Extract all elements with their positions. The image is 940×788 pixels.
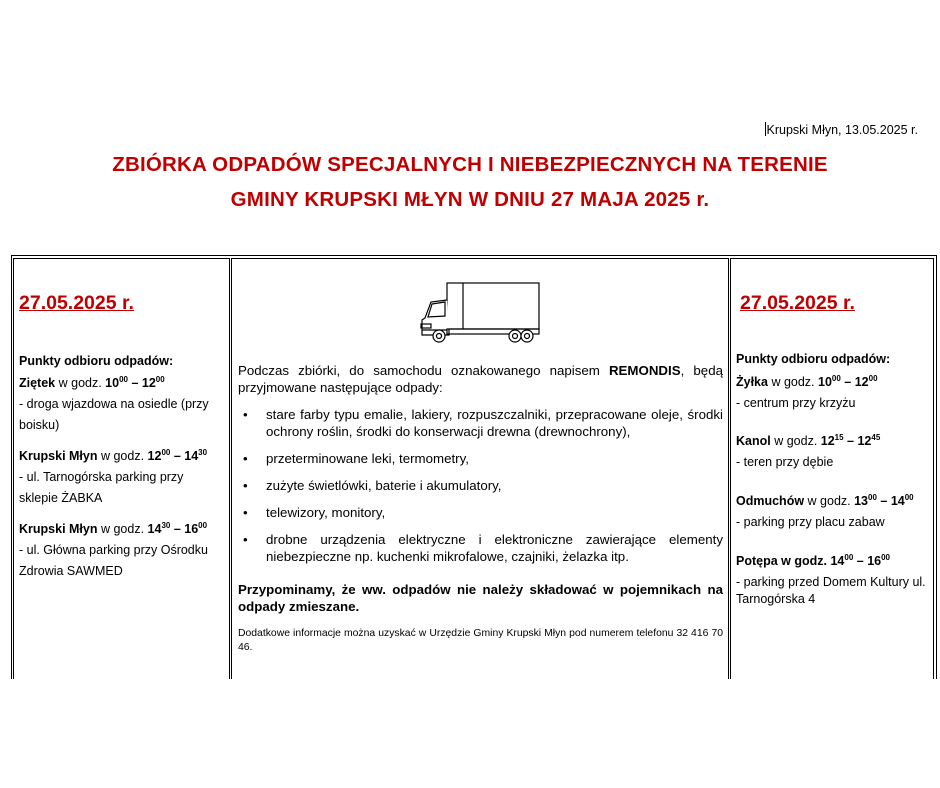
list-item: • przeterminowane leki, termometry,: [243, 451, 469, 466]
left-stops: [19, 351, 224, 582]
title-line-1: ZBIÓRKA ODPADÓW SPECJALNYCH I NIEBEZPIECZNYCH NA TERENIE: [112, 153, 828, 176]
stop-line: Ziętek w godz. $10^{00} - 12^{00}$: [19, 375, 165, 390]
middle-column: [231, 258, 729, 679]
bullet-icon: •: [243, 505, 248, 520]
stop-line: Odmuchów w godz. $13^{00} - 14^{00}$: [736, 493, 914, 508]
info-text: Dodatkowe informacje można uzyskać w Urzędzie Gminy Krupski Młyn pod numerem telefonu 32 416 70 46.: [238, 628, 723, 653]
list-item: • drobne urządzenia elektryczne i elektroniczne zawierające elementy niebezpieczne np. kuchenki mikrofalowe, czajniki, żelazka itp.: [243, 532, 723, 564]
stop-address: - teren przy dębie: [736, 455, 834, 469]
list-item: • telewizory, monitory,: [243, 505, 386, 520]
bullet-icon: •: [243, 407, 248, 422]
title-line-2: GMINY KRUPSKI MŁYN W DNIU 27 MAJA 2025 r.: [230, 188, 710, 211]
stop-address: - droga wjazdowa na osiedle (przy boisku): [19, 397, 209, 432]
right-heading: Punkty odbioru odpadów:: [736, 352, 891, 366]
stop-address: - ul. Główna parking przy Ośrodku Zdrowia SAWMED: [19, 543, 208, 578]
stop-line: Potępa w godz. $14^{00} - 16^{00}$: [736, 553, 890, 568]
stop-line: Krupski Młyn w godz. $12^{00} - 14^{30}$: [19, 448, 208, 463]
left-date: 27.05.2025 r.: [19, 292, 134, 314]
truck-icon: [419, 280, 541, 346]
right-stops: [736, 349, 931, 608]
left-column: [13, 258, 230, 679]
stop-line: Krupski Młyn w godz. $14^{30} - 16^{00}$: [19, 521, 208, 536]
stop-line: Żyłka w godz. $10^{00} - 12^{00}$: [736, 374, 878, 389]
stop-address: - ul. Tarnogórska parking przy sklepie ŻABKA: [19, 470, 184, 505]
bullet-icon: •: [243, 451, 248, 466]
bullet-icon: •: [243, 532, 248, 547]
stop-address: - parking przed Domem Kultury ul. Tarnogórska 4: [736, 575, 926, 606]
right-date: 27.05.2025 r.: [740, 292, 855, 314]
document-date: Krupski Młyn, 13.05.2025 r.: [766, 123, 918, 137]
stop-line: Kanol w godz. $12^{15} - 12^{45}$: [736, 433, 881, 448]
intro-text: Podczas zbiórki, do samochodu oznakowanego napisem REMONDIS, będą przyjmowane następujące odpady:: [238, 363, 723, 395]
stop-address: - parking przy placu zabaw: [736, 515, 885, 529]
left-heading: Punkty odbioru odpadów:: [19, 354, 174, 368]
stop-address: - centrum przy krzyżu: [736, 396, 856, 410]
bullet-icon: •: [243, 478, 248, 493]
text-cursor: [765, 122, 766, 136]
list-item: • stare farby typu emalie, lakiery, rozpuszczalniki, przepracowane oleje, środki ochrony roślin, środki do konserwacji drewna (drewnochrony),: [243, 407, 723, 439]
right-column: [730, 258, 934, 679]
waste-list: [238, 406, 723, 575]
reminder-text: Przypominamy, że ww. odpadów nie należy składować w pojemnikach na odpady zmieszane.: [238, 582, 723, 614]
list-item: • zużyte świetlówki, baterie i akumulatory,: [243, 478, 502, 493]
